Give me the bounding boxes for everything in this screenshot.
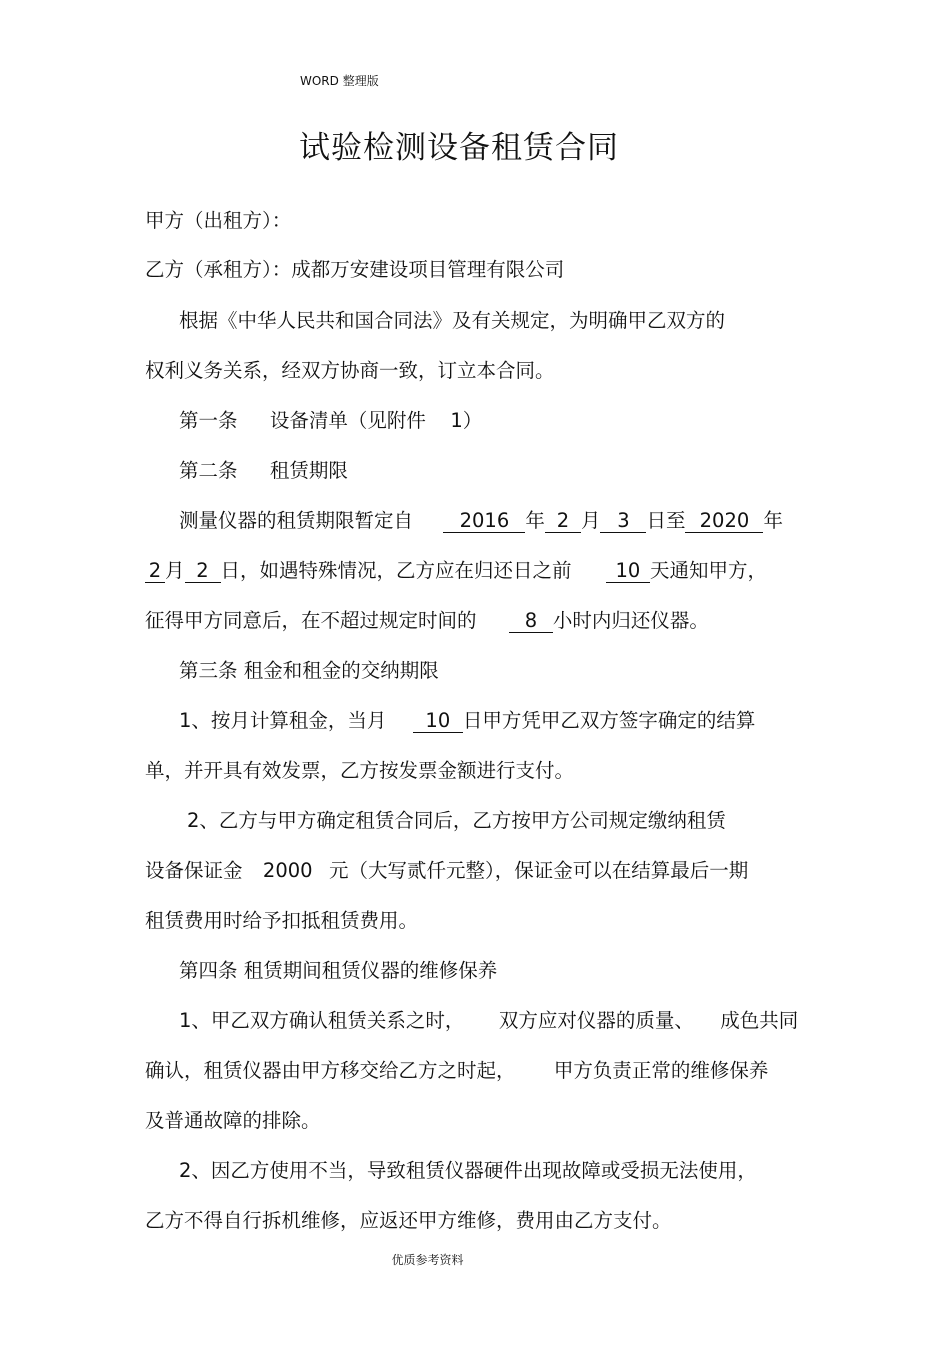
rent-p2-line2-start: 设备保证金 bbox=[145, 859, 243, 882]
term-line-3 bbox=[145, 605, 709, 633]
article-1-label: 第一条 bbox=[179, 409, 238, 432]
rent-p1-end: 日甲方凭甲乙双方签字确定的结算 bbox=[462, 709, 756, 732]
maint-p1-a: 1、甲乙双方确认租赁关系之时， bbox=[179, 1009, 465, 1032]
term-line2-end: 天通知甲方， bbox=[649, 559, 767, 582]
maint-p1-b: 双方应对仪器的质量、 bbox=[498, 1009, 694, 1032]
article-2-label: 第二条 bbox=[179, 459, 238, 482]
intro-line-2: 权利义务关系，经双方协商一致，订立本合同。 bbox=[145, 359, 555, 382]
term-line3-start: 征得甲方同意后，在不超过规定时间的 bbox=[145, 609, 477, 632]
rent-p2-line2-end: 元（大写贰仟元整），保证金可以在结算最后一期 bbox=[328, 859, 749, 882]
intro-line-1: 根据《中华人民共和国合同法》及有关规定，为明确甲乙双方的 bbox=[179, 309, 726, 332]
page-footer: 优质参考资料 bbox=[391, 1253, 464, 1267]
maint-p1-c: 成色共同 bbox=[720, 1009, 799, 1032]
end-day: 2 bbox=[185, 559, 221, 583]
article-4-title: 第四条 租赁期间租赁仪器的维修保养 bbox=[179, 959, 498, 982]
rent-p1-line-2: 单，并开具有效发票，乙方按发票金额进行支付。 bbox=[145, 759, 575, 782]
article-3-title: 第三条 租金和租金的交纳期限 bbox=[179, 659, 439, 682]
article-2-text: 租赁期限 bbox=[269, 459, 348, 482]
term-lead: 测量仪器的租赁期限暂定自 bbox=[179, 509, 414, 532]
rent-p2-line-3: 租赁费用时给予扣抵租赁费用。 bbox=[145, 909, 419, 932]
return-hours: 8 bbox=[509, 609, 553, 633]
document-title: 试验检测设备租赁合同 bbox=[299, 130, 619, 166]
notice-days: 10 bbox=[606, 559, 650, 583]
start-month: 2 bbox=[545, 509, 581, 533]
deposit-amount: 2000 bbox=[262, 859, 313, 882]
article-1-text: 设备清单（见附件 bbox=[269, 409, 426, 432]
maint-p2-line-1: 2、因乙方使用不当，导致租赁仪器硬件出现故障或受损无法使用， bbox=[179, 1159, 757, 1182]
maint-p2-line-2: 乙方不得自行拆机维修，应返还甲方维修，费用由乙方支付。 bbox=[145, 1209, 672, 1232]
start-day: 3 bbox=[600, 509, 646, 533]
party-b-name: 成都万安建设项目管理有限公司 bbox=[291, 258, 565, 281]
page-header: WORD 整理版 bbox=[300, 74, 379, 88]
term-line2-mid: 日，如遇特殊情况，乙方应在归还日之前 bbox=[220, 559, 572, 582]
party-a-line bbox=[145, 205, 291, 233]
rent-p1-line-1 bbox=[179, 705, 755, 733]
month-char-2: 月 bbox=[165, 559, 185, 582]
rent-p1-start: 1、按月计算租金，当月 bbox=[179, 709, 387, 732]
month-char: 月 bbox=[580, 509, 601, 532]
article-1 bbox=[179, 405, 482, 433]
article-1-number: 1） bbox=[450, 409, 483, 432]
maint-p1-line-3: 及普通故障的排除。 bbox=[145, 1109, 321, 1132]
day-to: 日至 bbox=[646, 509, 686, 532]
year-char: 年 bbox=[525, 509, 545, 532]
term-line-2 bbox=[145, 555, 767, 583]
term-line-1 bbox=[179, 505, 783, 533]
maint-p1-line-2 bbox=[145, 1055, 768, 1083]
maint-p1-line2-a: 确认，租赁仪器由甲方移交给乙方之时起， bbox=[145, 1059, 516, 1082]
rent-p2-line-2 bbox=[145, 855, 748, 883]
rent-day: 10 bbox=[413, 709, 463, 733]
maint-p1-line2-b: 甲方负责正常的维修保养 bbox=[553, 1059, 769, 1082]
start-year: 2016 bbox=[443, 509, 525, 533]
party-a-label: 甲方（出租方）： bbox=[145, 209, 292, 232]
end-month: 2 bbox=[145, 559, 165, 583]
party-b-line bbox=[145, 254, 564, 282]
term-line3-end: 小时内归还仪器。 bbox=[552, 609, 709, 632]
article-2 bbox=[179, 455, 348, 483]
year-char-2: 年 bbox=[763, 509, 783, 532]
maint-p1-line-1 bbox=[179, 1005, 798, 1033]
end-year: 2020 bbox=[685, 509, 763, 533]
rent-p2-line-1: 2、乙方与甲方确定租赁合同后，乙方按甲方公司规定缴纳租赁 bbox=[187, 809, 726, 832]
party-b-label: 乙方（承租方）： bbox=[145, 258, 292, 281]
